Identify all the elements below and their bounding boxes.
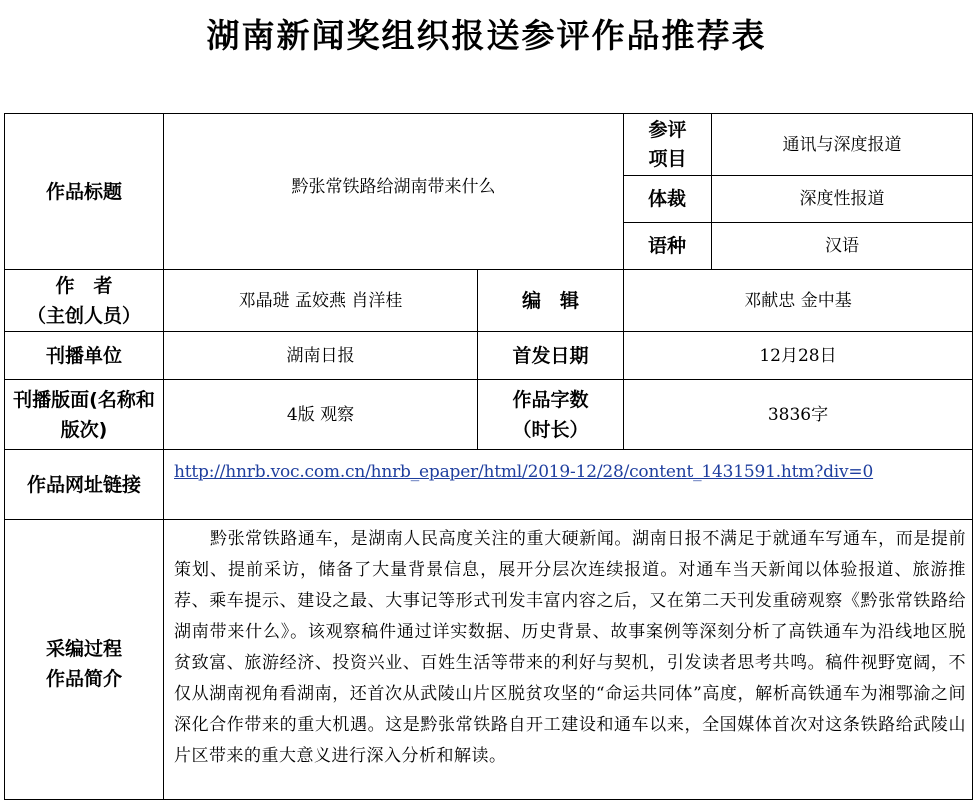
author-label: [5, 270, 164, 332]
language-value: 汉语: [712, 223, 973, 270]
recommendation-form-table: [4, 113, 973, 800]
author-value: 邓晶琎 孟姣燕 肖洋桂: [164, 270, 478, 332]
summary-text: 黔张常铁路通车，是湖南人民高度关注的重大硬新闻。湖南日报不满足于就通车写通车，而是提前策划、提前采访，储备了大量背景信息，展开分层次连续报道。对通车当天新闻以体验报道、旅游推荐、乘车提示、建设之最、大事记等形式刊发丰富内容之后，又在第二天刊发重磅观察《黔张常铁路给湖南带来什么》。该观察稿件通过详实数据、历史背景、故事案例等深刻分析了高铁通车为沿线地区脱贫致富、旅游经济、投资兴业、百姓生活等带来的利好与契机，引发读者思考共鸣。稿件视野宽阔，不仅从湖南视角看湖南，还首次从武陵山片区脱贫攻坚的“命运共同体”高度，解析高铁通车为湘鄂渝之间深化合作带来的重大机遇。这是黔张常铁路自开工建设和通车以来，全国媒体首次对这条铁路给武陵山片区带来的重大意义进行深入分析和解读。: [174, 529, 966, 766]
work-title-label: 作品标题: [5, 114, 164, 270]
first-date-label: 首发日期: [478, 332, 624, 380]
summary-label-line2: 作品简介: [45, 668, 122, 690]
publisher-value: 湖南日报: [164, 332, 478, 380]
work-url-link[interactable]: http://hnrb.voc.com.cn/hnrb_epaper/html/2019-12/28/content_1431591.htm?div=0: [174, 462, 874, 482]
language-label: 语种: [624, 223, 712, 270]
url-label: 作品网址链接: [5, 450, 164, 520]
page-value: 4版 观察: [164, 380, 478, 450]
work-title-value: 黔张常铁路给湖南带来什么: [164, 114, 624, 270]
page-title: 湖南新闻奖组织报送参评作品推荐表: [206, 16, 767, 55]
summary-label: [5, 520, 164, 800]
genre-value: 深度性报道: [712, 176, 973, 223]
url-cell: [164, 450, 973, 520]
editor-value: 邓献忠 金中基: [624, 270, 973, 332]
page-label: 刊播版面(名称和版次): [5, 380, 164, 450]
category-label: [624, 114, 712, 176]
summary-cell: [164, 520, 973, 800]
category-value: 通讯与深度报道: [712, 114, 973, 176]
editor-label: 编 辑: [478, 270, 624, 332]
word-count-label-line1: 作品字数: [512, 388, 589, 411]
genre-label: 体裁: [624, 176, 712, 223]
word-count-label-line2: （时长）: [512, 418, 589, 441]
summary-label-line1: 采编过程: [45, 638, 122, 660]
author-label-line2: （主创人员）: [26, 304, 141, 327]
publisher-label: 刊播单位: [5, 332, 164, 380]
word-count-value: 3836字: [624, 380, 973, 450]
author-label-line1: 作 者: [55, 274, 113, 297]
word-count-label: [478, 380, 624, 450]
first-date-value: 12月28日: [624, 332, 973, 380]
category-label-text: 参评项目: [648, 118, 687, 170]
